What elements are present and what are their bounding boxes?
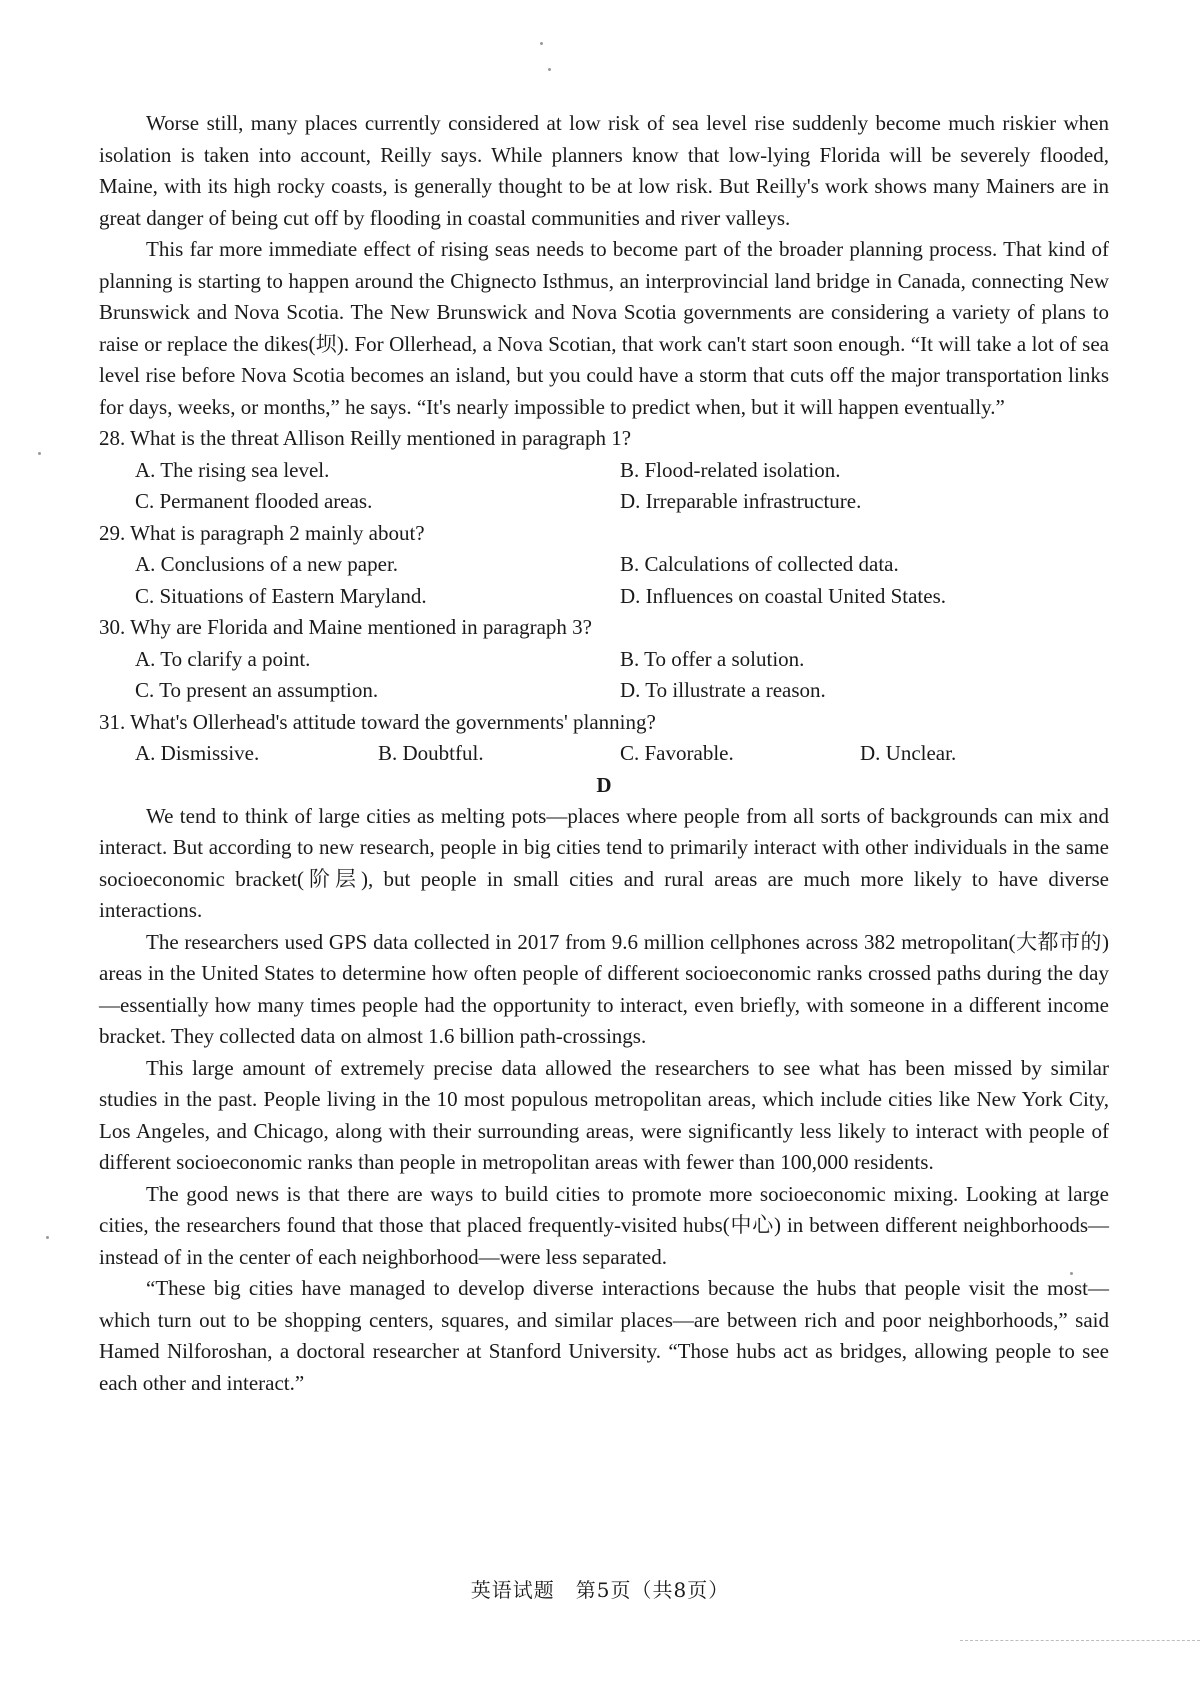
passage-d-paragraph: The good news is that there are ways to build cities to promote more socioeconomic mixing. Looking at large cities, the researchers found that those that placed frequently-visited hubs(中心) in between different neighborhoods—instead of in the center of each neighborhood—were less separated. [99, 1181, 1109, 1269]
passage-d-paragraph: We tend to think of large cities as melting pots—places where people from all sorts of backgrounds can mix and interact. But according to new research, people in big cities tend to primarily interact with other individuals in the same socioeconomic bracket(阶层), but people in small cities and rural areas are much more likely to have diverse interactions. [99, 803, 1109, 922]
option-b: B. To offer a solution. [620, 646, 805, 671]
question-stem: 28. What is the threat Allison Reilly mentioned in paragraph 1? [99, 426, 632, 450]
question-28 [99, 423, 1109, 518]
question-options [99, 549, 1109, 612]
question-options [99, 644, 1109, 707]
page-footer: 英语试题 第5页（共8页） [470, 1578, 730, 1602]
option-c: C. Situations of Eastern Maryland. [135, 583, 427, 608]
option-c: C. To present an assumption. [135, 678, 379, 702]
option-a: A. The rising sea level. [135, 457, 330, 482]
option-c: C. Permanent flooded areas. [135, 489, 373, 513]
question-stem: 31. What's Ollerhead's attitude toward the governments' planning? [99, 709, 656, 734]
question-31 [99, 707, 1109, 770]
option-d: D. Influences on coastal United States. [620, 583, 946, 608]
option-d: D. Unclear. [860, 741, 957, 765]
scan-speck [46, 1236, 49, 1239]
scan-speck [548, 68, 551, 71]
option-b: B. Calculations of collected data. [620, 552, 899, 576]
option-d: D. To illustrate a reason. [620, 678, 826, 702]
passage-d-paragraph: This large amount of extremely precise data allowed the researchers to see what has been missed by similar studies in the past. People living in the 10 most populous metropolitan areas, which include cities like New York City, Los Angeles, and Chicago, along with their surrounding areas, were significantly less likely to interact with people of different socioeconomic ranks than people in metropolitan areas with fewer than 100,000 residents. [99, 1055, 1109, 1174]
passage-c-paragraph: This far more immediate effect of rising seas needs to become part of the broader planning process. That kind of planning is starting to happen around the Chignecto Isthmus, an interprovincial land bridge in Canada, connecting New Brunswick and Nova Scotia. The New Brunswick and Nova Scotia governments are considering a variety of plans to raise or replace the dikes(坝). For Ollerhead, a Nova Scotian, that work can't start soon enough. “It will take a lot of sea level rise before Nova Scotia becomes an island, but you could have a storm that cuts off the major transportation links for days, weeks, or months,” he says. “It's nearly impossible to predict when, but it will happen eventually.” [99, 237, 1109, 419]
question-30 [99, 612, 1109, 707]
option-b: B. Doubtful. [378, 741, 484, 765]
scan-speck [38, 452, 41, 455]
question-29 [99, 518, 1109, 613]
document-page [99, 108, 1109, 1399]
question-options [99, 738, 1109, 770]
option-a: A. To clarify a point. [135, 646, 311, 671]
passage-d-paragraph: “These big cities have managed to develop diverse interactions because the hubs that people visit the most—which turn out to be shopping centers, squares, and similar places—are between rich and poor neighborhoods,” said Hamed Nilforoshan, a doctoral researcher at Stanford University. “Those hubs act as bridges, allowing people to see each other and interact.” [99, 1276, 1109, 1395]
scan-edge-line [960, 1640, 1200, 1641]
passage-d-paragraph: The researchers used GPS data collected in 2017 from 9.6 million cellphones across 382 metropolitan(大都市的) areas in the United States to determine how often people of different socioeconomic ranks crossed paths during the day—essentially how many times people had the opportunity to interact, even briefly, with someone in a different income bracket. They collected data on almost 1.6 billion path-crossings. [99, 929, 1109, 1048]
passage-c-paragraph: Worse still, many places currently considered at low risk of sea level rise suddenly become much riskier when isolation is taken into account, Reilly says. While planners know that low-lying Florida will be severely flooded, Maine, with its high rocky coasts, is generally thought to be at low risk. But Reilly's work shows many Mainers are in great danger of being cut off by flooding in coastal communities and river valleys. [99, 111, 1109, 230]
question-stem: 29. What is paragraph 2 mainly about? [99, 520, 425, 545]
scan-speck [1070, 1272, 1073, 1275]
option-b: B. Flood-related isolation. [620, 457, 841, 482]
option-d: D. Irreparable infrastructure. [620, 489, 862, 513]
scan-speck [540, 42, 543, 45]
option-c: C. Favorable. [620, 741, 734, 765]
option-a: A. Conclusions of a new paper. [135, 552, 399, 576]
question-options [99, 455, 1109, 518]
section-d-heading: D [596, 772, 612, 797]
option-a: A. Dismissive. [135, 741, 260, 765]
question-stem: 30. Why are Florida and Maine mentioned in paragraph 3? [99, 615, 592, 639]
